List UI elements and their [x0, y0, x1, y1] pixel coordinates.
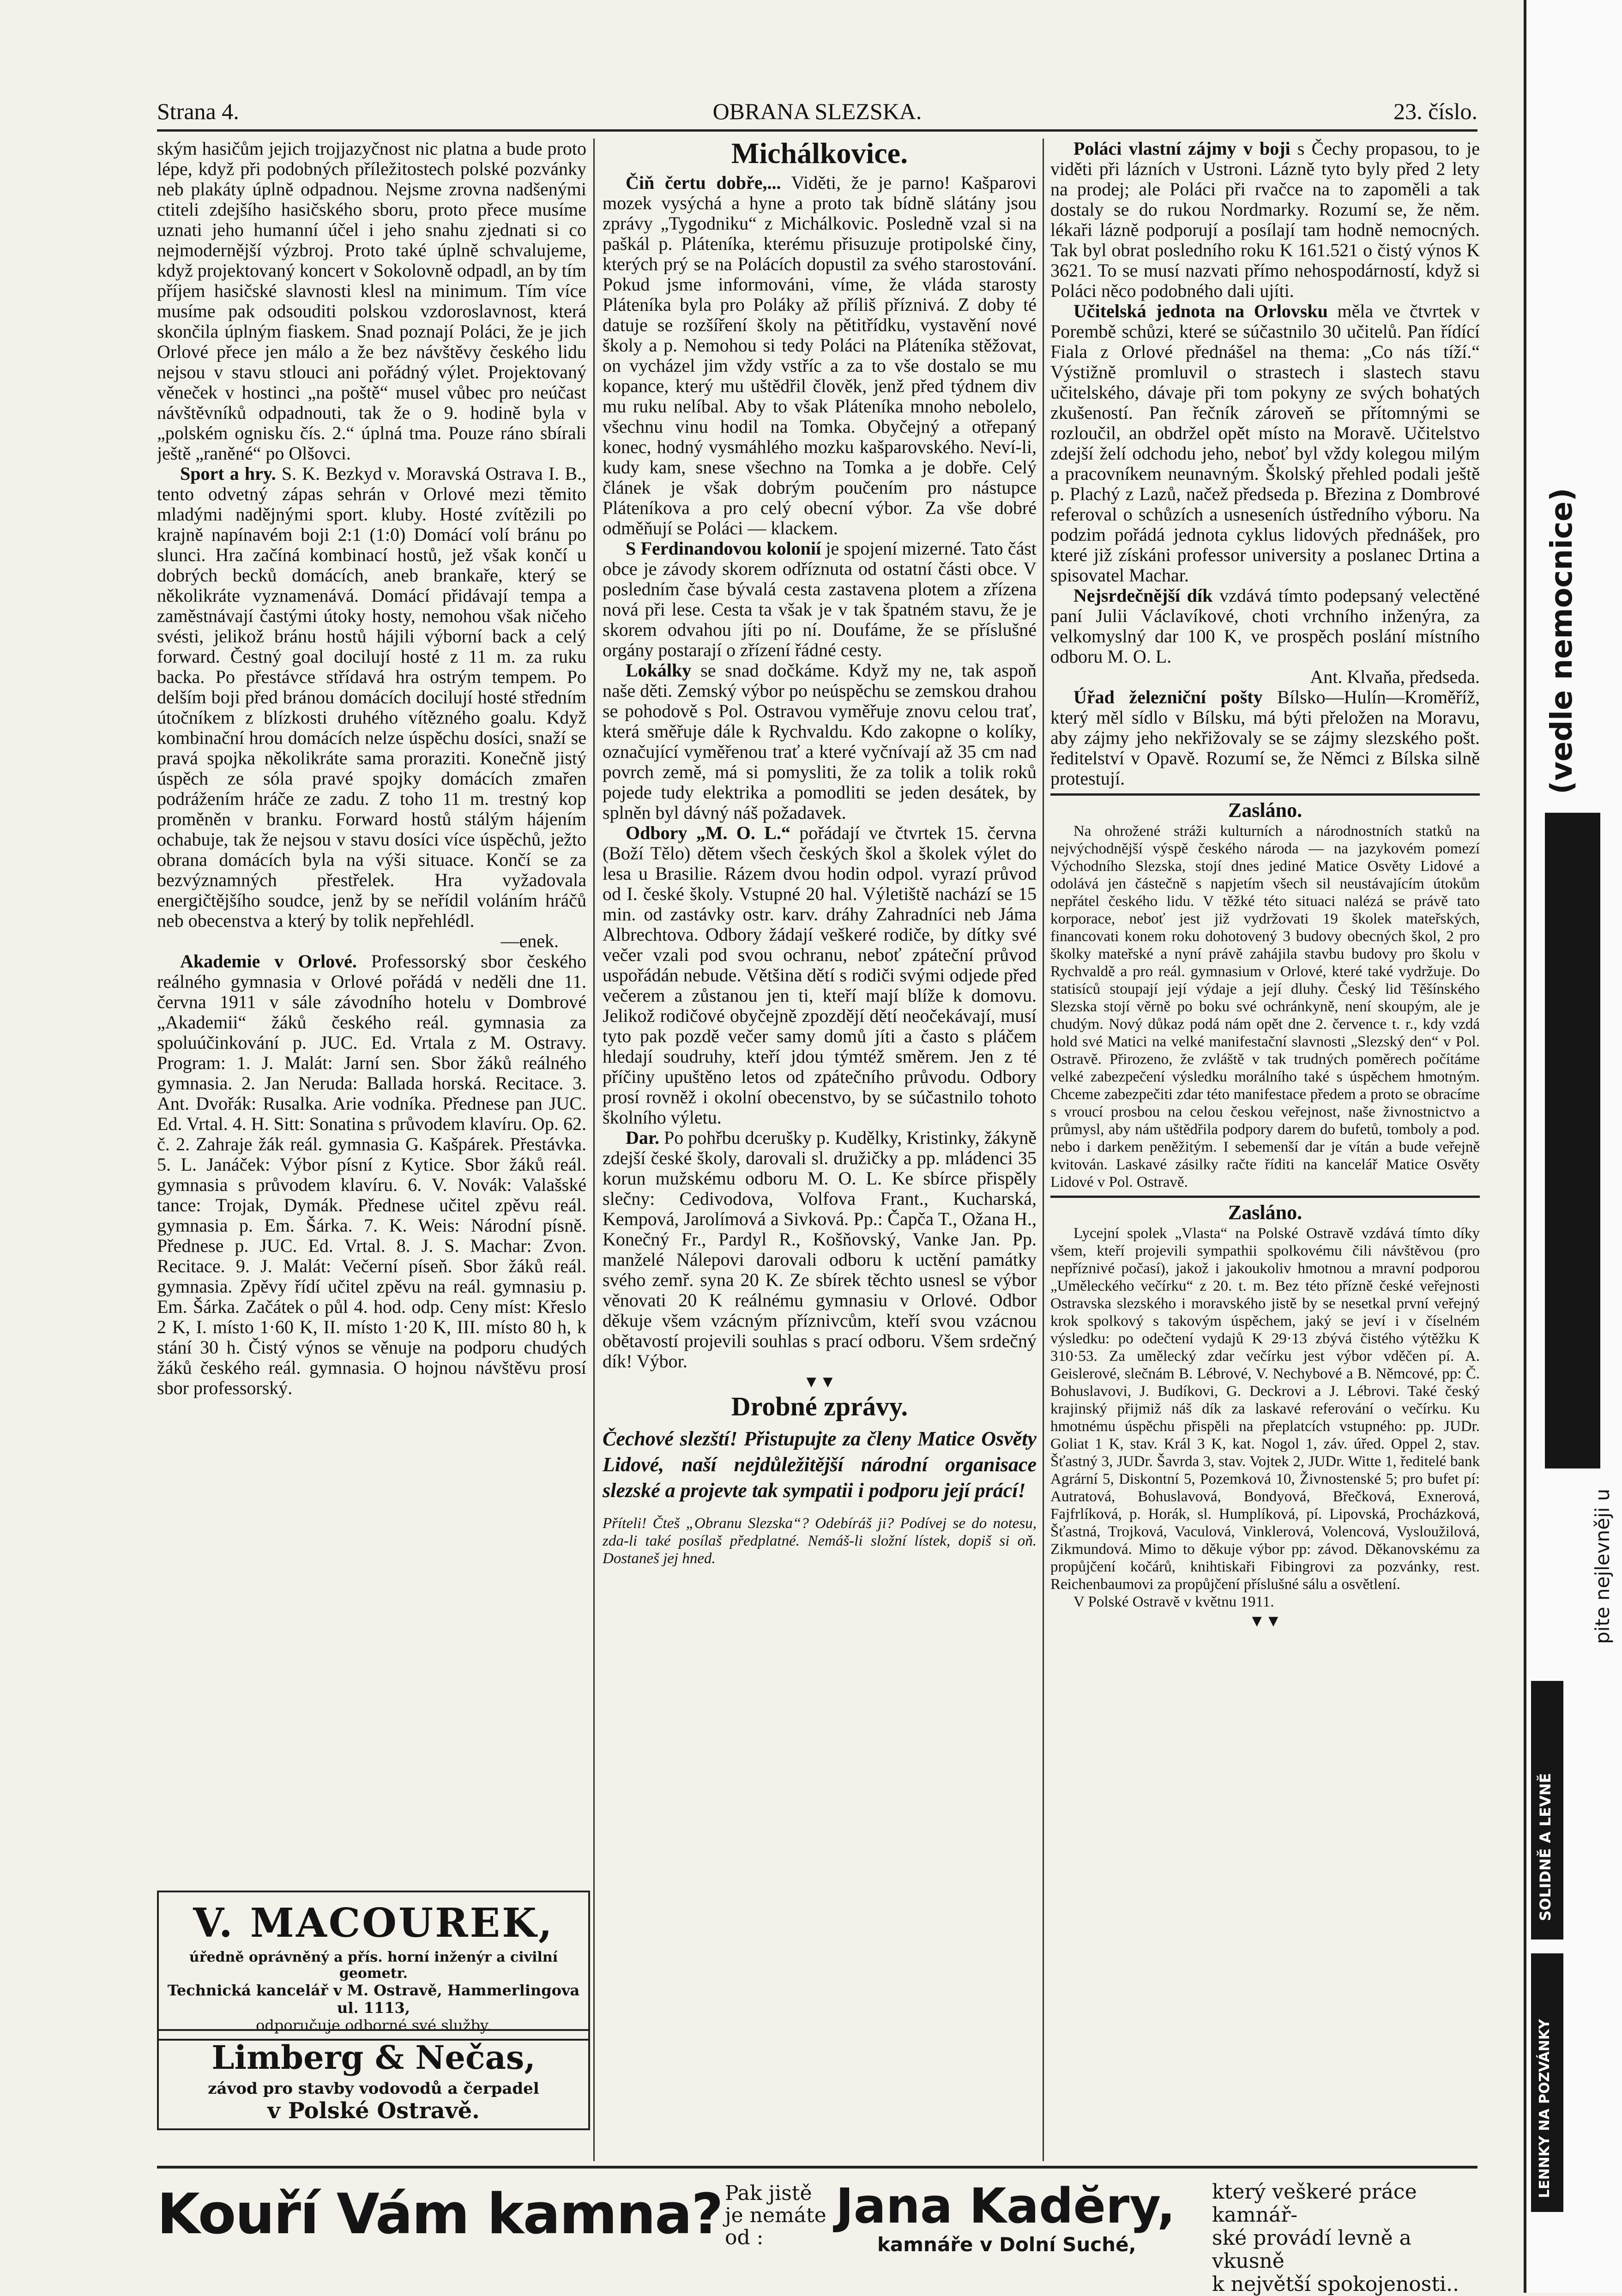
akademie-article: Akademie v Orlové. Professorský sbor českého reálného gymnasia v Orlové pořádá v neděli dne 11. června 1911 v sále závodního hotelu v Dombrové „Akademii“ žáků českého reál. gymnasia za spoluúčinkování p. JUC. Ed. Vrtala z M. Ostravy. Program: 1. J. Malát: Jarní sen. Sbor žáků reálného gymnasia. 2. Jan Neruda: Ballada horská. Recitace. 3. Ant. Dvořák: Rusalka. Arie vodníka. Přednese pan JUC. Ed. Vrtal. 4. H. Sitt: Sonatina s průvodem klavíru. Op. 62. č. 2. Zahraje žák reál. gymnasia G. Kašpárek. Přestávka. 5. L. Janáček: Výbor písní z Kytice. Sbor žáků reál. gymnasia s průvodem klavíru. 6. V. Novák: Valašské tance: Trojak, Dymák. Přednese učitel zpěvu reál. gymnasia p. Em. Šárka. 7. K. Weis: Národní písně. Přednese p. JUC. Ed. Vrtal. 8. J. S. Machar: Zvon. Recitace. 9. J. Malát: Večerní píseň. Sbor žáků reál. gymnasia. Zpěvy řídí učitel zpěvu na reál. gymnasiu p. Em. Šárka. Začátek o půl 4. hod. odp. Ceny míst: Křeslo 2 K, I. místo 1·60 K, II. místo 1·20 K, III. místo 80 h, k stání 30 h. Čistý výnos se věnuje na podporu chudých žáků českého reál. gymnasia. O hojnou návštěvu prosí sbor professorský.: [157, 951, 586, 1398]
page-number: Strana 4.: [157, 98, 239, 124]
signature: —enek.: [500, 930, 559, 951]
appeal: Čechové slezští! Přistupujte za členy Matice Osvěty Lidové, naší nejdůležitější národní organisace slezské a projevte tak sympatii i podporu její prácí!: [603, 1427, 1037, 1502]
article: Učitelská jednota na Orlovsku měla ve čtvrtek v Porembě schůzi, které se súčastnilo 30 učitelů. Pan řídící Fiala z Orlové přednášel na thema: „Co nás tíží.“ Výstižně promluvil o strastech i slastech stavu učitelského, dávaje při tom pokyny ze svých bohatých zkušeností. Pan řečník zároveň se přítomnými se rozloučil, an obdržel opět místo na Moravě. Učitelstvo zdejší želí odchodu jeho, neboť byl vždy kolegou milým a pracovníkem neunavným. Školský přehled podali ještě p. Plachý z Lazů, načež předseda p. Březina z Dombrové referoval o schůzích a usneseních ústředního výboru. Na podzim pořádá jednota cyklus lidových přednášek, pro které již získáni professor university a poslanec Drtina a spisovatel Machar.: [1050, 301, 1480, 586]
masthead-title: OBRANA SLEZSKA.: [712, 98, 922, 124]
section-title: Zasláno.: [1228, 1201, 1302, 1224]
side-ad-text: (vedle nemocnice): [1545, 488, 1579, 794]
ad-text: Pak jistě je nemáte od :: [725, 2181, 826, 2249]
ornament: ▼▼: [803, 1372, 836, 1391]
signature: Ant. Klvaňa, předseda.: [1310, 666, 1480, 687]
side-ad-text: SOLIDNĚ A LEVNĚ: [1537, 1773, 1554, 1921]
sport-article: Sport a hry. S. K. Bezkyd v. Moravská Ostrava I. B., tento odvetný zápas sehrán v Orlové mezi těmito mladými nadějnými sport. kluby. Hosté zvítězili po krajně napínavém boji 2:1 (1:0) Domácí volí bránu po slunci. Hra začíná kombinací hostů, jež však končí u dobrých becků domácích, aneb brankaře, který se několikráte vyznamenává. Domácí přidávají tempa a zaměstnávají častými útoky hosty, nemohou však ničeho svésti, jelikož bránu hostů hájili výborní back a celý forward. Čestný goal docilují hosté z 11 m. za ruku backa. Po přestávce střídavá hra ostrým tempem. Po delším boji před bránou domácích docilují hosté středním útočníkem z blízkosti druhého vítězného goalu. Když kombinační hrou domácích nelze úspěchu dosíci, snaží se pravá spojka několikráte sama proraziti. Konečně jistý úspěch ze sóla pravé spojky domácích zmařen podrážením hráče ze zadu. Z toho 11 m. trestný kop proměněn v branku. Forward hostů stálým hájením ochabuje, tak že nejsou v stavu dosíci více úspěchů, ježto obrana domácích byla na výši situace. Končí se za bezvýznamných přestřelek. Hra vyžadovala energičtějšího soudce, jenž by se neřídil voláním hráčů neb obecenstva a který by tolik nepřehlédl.: [157, 463, 586, 931]
ad-company-name: Jana Kadĕry,: [836, 2178, 1176, 2234]
article: Nejsrdečnější dík vzdává tímto podepsaný velectěné paní Julii Václavíkové, choti vrchního inženýra, za velkomyslný dar 100 K, ve prospěch poslání místního odboru M. O. L.: [1050, 585, 1480, 667]
ad-kadera: [157, 2166, 1477, 2296]
section-title: Michálkovice.: [731, 139, 908, 169]
section-title: Zasláno.: [1228, 799, 1302, 822]
ad-company-sub: kamnáře v Dolní Suché,: [877, 2233, 1136, 2256]
column-3: [1050, 139, 1480, 1866]
article-continued: ským hasičům jejich trojjazyčnost nic platna a bude proto lépe, když při podobných příležitostech polské pozvánky neb plakáty úplně odpadnou. Nejsme zrovna nadšenými ctiteli zdejšího hasičského sboru, proto přece musíme uznati jeho humanní účel i jeho snahu zjednati si co nejmodernější výzbroj. Proto také úplně schvalujeme, když projektovaný koncert v Sokolovně odpadl, an by tím příjem hasičské slavnosti klesl na minimum. Tím více musíme pak odsouditi polskou vzdoroslavnost, která skončila úplným fiaskem. Snad poznají Poláci, že je jich Orlové přece jen málo a že bez návštěvy českého lidu nejsou v stavu stlouci ani pořádný výlet. Projektovaný věneček v hostinci „na poště“ musel vůbec pro neúčast návštěvníků odpadnouti, tak že o 9. hodině byla v „polském ognisku čís. 2.“ úplná tma. Pouze ráno sbírali ještě „raněné“ po Olšovci.: [157, 139, 586, 464]
notice: Na ohrožené stráži kulturních a národnostních statků na nejvýchodnější výspě českého národa — na jazykovém pomezí Východního Slezska, stojí dnes jediné Matice Osvěty Lidové a odolává jen částečně s napjetím všech sil neustávajícím útokům nepřátel českého lidu. V těžké této situaci nalézá se právě tato korporace, neboť jest již vydržovati 19 školek mateřských, financovati konem roku dohotovený 3 budovy obecných škol, 2 pro školky mateřské a nyní právě zahájila stavbu budovy pro školu v Rychvaldě a pro reál. gymnasium v Orlové, které také vydržuje. Do statisíců stoupají její výdaje a její dluhy. Český lid Těšínského Slezska stojí věrně po boku své ochránkyně, není skoupým, ale je chudým. Nový důkaz podá nám opět dne 2. července t. r., kdy vzdá hold své Matici na velké manifestační slavnosti „Slezský den“ v Pol. Ostravě. Přirozeno, že zvláště v tak trudných poměrech počítáme velké zabezpečení výsledku morálního také s úspěchem hmotným. Chceme zabezpečiti zdar této manifestace předem a proto se obracíme s vroucí prosbou na celou českou veřejnost, naše živnostnictvo a průmysl, aby nám uštědřila podpory darem do bufetů, tomboly a pod. nebo i darkem peněžitým. I sebemenší dar je vítán a bude veřejně kvitován. Laskavé zásilky račte říditi na kancelář Matice Osvěty Lidové v Pol. Ostravě.: [1050, 823, 1480, 1190]
column-2: [603, 139, 1037, 1847]
article: Čiň čertu dobře,... Viděti, že je parno! Kašparovi mozek vysýchá a hyne a proto tak bídně slátány jsou zprávy „Tygodniku“ z Michálkovic. Posledně vzal si na paškál p. Pláteníka, kterému přisuzuje protipolské činy, kterých prý se na Polácích dopustil za svého starostování. Pokud jsme informováni, víme, že vláda starosty Pláteníka byla pro Poláky až příliš příznivá. Z doby té datuje se rozšíření školy na pětitřídku, vystavění nové školy a p. Nemohou si tedy Poláci na Pláteníka stěžovat, on vycházel jim vždy vstříc a za to vše dostalo se mu kopance, který mu uštědřil člověk, jenž před týdnem div mu ruku nelíbal. Aby to však Pláteníka mnoho nebolelo, všechnu vinu hodil na Tomka. Obyčejný a otřepaný konec, hodný vysmáhlého mozku kašparovského. Neví-li, kudy kam, snese všechno na Tomka a je dobře. Celý článek je však dobrým poučením pro nástupce Pláteníkova a pro celý obecní výbor. Za vše dobré odměňují se Poláci — klackem.: [603, 172, 1037, 538]
notice: Lycejní spolek „Vlasta“ na Polské Ostravě vzdává tímto díky všem, kteří projevili sympathii spolkovému čili návštěvou (pro nepříznivé počasí), jakož i jakoukoliv hmotnou a mravní podporou „Uměleckého večírku“ z 20. t. m. Bez této přízně české veřejnosti Ostravska slezského i moravského jistě by se nesetkal první veřejný krok spolkový s takovým úspěchem, jaký se jeví i v číselném výsledku: po odečtení vydajů K 29·13 zbývá čistého výtěžku K 310·53. Za umělecký zdar večírku jest výbor vděčen pí. A. Geislerové, slečnám B. Lébrové, V. Nechybové a B. Němcové, pp: Č. Bohuslavovi, J. Budíkovi, G. Deckrovi a J. Lébrovi. Také český krajinský přijmiž náš dík za laskavé referování o večírku. Ku hmotnému úspěchu přispěli na přeplatcích vstupného: pp. JUDr. Goliat 1 K, stav. Král 3 K, kat. Nogol 1, záv. úřed. Oppel 2, stav. Šťastný 3, JUDr. Šavrda 3, stav. Vojtek 2, JUDr. Witte 1, ředitelé bank Agrární 5, Diskontní 5, Pozemková 10, Živnostenské 5; pro bufet pí: Autratová, Bohuslavová, Bondyová, Břečková, Exnerová, Fajfrlíková, p. Horák, sl. Humplíková, pí. Lipovská, Procházková, Šťastná, Trojková, Vaculová, Vinklerová, Volencová, Vysloužilová, Zikmundová. Mimo to děkuje výbor pp: závod. Děkanovskému za propůjčení kočárů, knihtiskaři Fibingrovi za pozvánky, rest. Reichenbaumovi za propůjčení příslušné sálu a osvětlení.: [1050, 1225, 1480, 1593]
ad-headline: Kouří Vám kamna?: [157, 2182, 723, 2247]
column-1: [157, 139, 586, 1884]
column-divider: [1043, 139, 1044, 2161]
dateline: V Polské Ostravě v květnu 1911.: [1073, 1594, 1274, 1610]
article: Lokálky se snad dočkáme. Když my ne, tak aspoň naše děti. Zemský výbor po neúspěchu se zemskou drahou se pohodově s Pol. Ostravou vyměřuje znovu celou trať, která směřuje dále k Rychvaldu. Kdo zakopne o kolíky, označující vyměřenou trať a které vyčnívají až 35 cm nad povrch země, má si pomysliti, že za tolik a tolik roků pojede tudy elektrika a pomodliti se jeden desátek, by splněn byl dávný náš požadavek.: [603, 660, 1037, 823]
newspaper-page: [139, 0, 1487, 2296]
article: Dar. Po pohřbu dcerušky p. Kudělky, Kristinky, žákyně zdejší české školy, darovali sl. družičky a pp. mládenci 35 korun mužskému odboru M. O. L. Ke sbírce přispěly slečny: Cedivodova, Volfova Frant., Kucharská, Kempová, Jarolímová a Sivková. Pp.: Čapča T., Ožana H., Konečný Fr., Pardyl R., Košňovský, Vanke Jan. Pp. manželé Nálepovi darovali odboru k uctění památky svého zemř. syna 20 K. Ze sbírek těchto usnesl se výbor věnovati 20 K reálnému gymnasiu v Orlové. Odbor děkuje všem vzácným příznivcům, kteří svou vzácnou obětavostí projevili souhlas s prací odboru. Všem srdečný dík! Výbor.: [603, 1127, 1037, 1372]
ornament: ▼▼: [1248, 1612, 1282, 1630]
side-ad-block: [1545, 813, 1600, 1468]
ad-text: který veškeré práce kamnář- ské provádí levně a vkusně k největší spokojenosti..: [1212, 2180, 1459, 2296]
side-ad-strip: [1524, 0, 1622, 2293]
ad-macourek: V. MACOUREK, úředně oprávněný a přís. horní inženýr a civilní geometr. Technická kancelář v M. Ostravě, Hammerlingova ul. 1113, odporučuje odborné své služby.: [157, 1891, 590, 2041]
side-ad-text: LENNKY NA POZVÁNKY: [1537, 2019, 1553, 2198]
page-header: [157, 88, 1477, 132]
article: S Ferdinandovou kolonií je spojení mizerné. Tato část obce je závody skorem odříznuta od ostatní části obce. V posledním čase bývalá cesta zastavena plotem a zřízena nová při lese. Cesta ta však je v tak špatném stavu, že je skorem odvahou jíti po ní. Doufáme, že se příslušné orgány postarají o zřízení řádné cesty.: [603, 538, 1037, 660]
issue-number: 23. číslo.: [1393, 98, 1477, 124]
side-ad-text: pite nejlevněji u: [1591, 1488, 1614, 1644]
article: Úřad železniční pošty Bílsko—Hulín—Kroměříž, který měl sídlo v Bílsku, má býti přeložen na Moravu, aby zájmy jeho nekřižovaly se se zájmy slezského pošt. ředitelství v Opavě. Rozumí se, že Němci z Bílska silně protestují.: [1050, 687, 1480, 789]
column-divider: [593, 139, 595, 2161]
ad-limberg: Limberg & Nečas, závod pro stavby vodovodů a čerpadel v Polské Ostravě.: [157, 2029, 590, 2130]
section-title: Drobné zprávy.: [731, 1391, 908, 1421]
article: Poláci vlastní zájmy v boji s Čechy propasou, to je viděti při lázních v Ustroni. Lázně tyto byly před 2 lety na prodej; ale Poláci při rvačce na to zapoměli a tak dostaly se do rukou Nordmarky. Rozumí se, že něm. lékaři lázně podporují a posílají tam hodně nemocných. Tak byl obrat posledního roku K 161.521 o čistý výnos K 3621. To se musí nazvati přímo nehospodárností, když si Poláci něco podobného dali ujíti.: [1050, 139, 1480, 301]
reader-note: Příteli! Čteš „Obranu Slezska“? Odebíráš ji? Podívej se do notesu, zda-li také posílaš předplatné. Nemáš-li složní lístek, dopiš si oň. Dostaneš jej hned.: [603, 1515, 1037, 1567]
article: Odbory „M. O. L.“ pořádají ve čtvrtek 15. června (Boží Tělo) dětem všech českých škol a školek výlet do lesa u Brasilie. Rázem dvou hodin odpol. vyrazí průvod od I. české školy. Vstupné 20 hal. Výletiště nachází se 15 min. od zastávky ostr. karv. dráhy Zahradníci neb Jáma Albrechtova. Odbory žádají veškeré rodiče, by dítky své večer vzali pod svou ochranu, neboť zpáteční průvod uspořádán nebude. Většina dětí s rodiči svými odjede před večerem a zůstanou jen ti, kteří mají blíže k domovu. Jelikož rodičové obyčejně zpozdějí dětí neočekávají, musí tyto pak pozdě večer samy domů jíti a často s pláčem hledají soudruhy, kteří jdou týmtéž směrem. Jen z té příčiny upuštěno letos od zpátečního průvodu. Odbory prosí rovněž i okolní obecenstvo, by se súčastnilo tohoto školního výletu.: [603, 822, 1037, 1128]
